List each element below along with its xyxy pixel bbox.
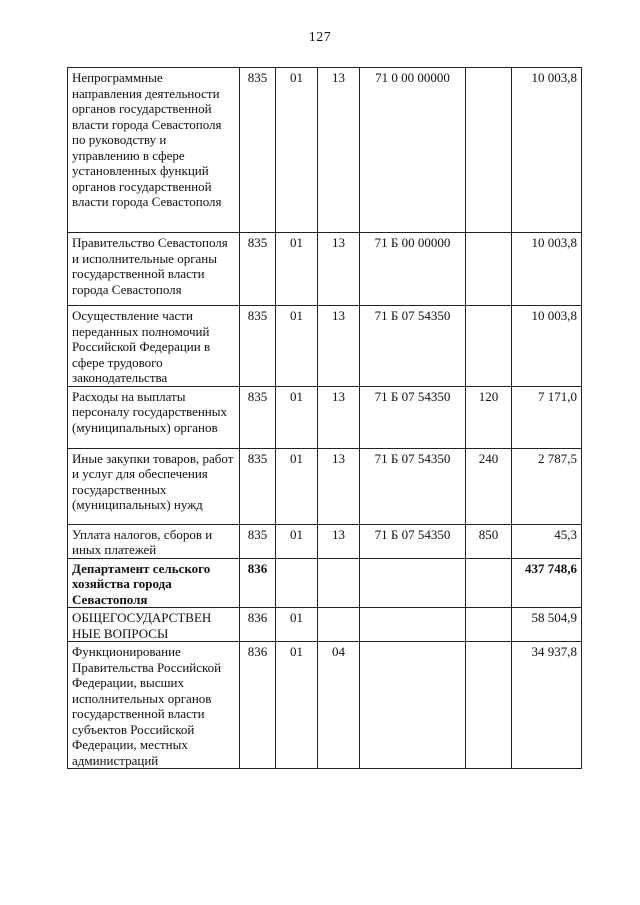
ministry-code: 835 xyxy=(240,448,276,524)
amount: 58 504,9 xyxy=(512,608,582,642)
amount: 10 003,8 xyxy=(512,233,582,306)
ministry-code: 836 xyxy=(240,642,276,769)
ministry-code: 835 xyxy=(240,386,276,448)
target-code: 71 Б 07 54350 xyxy=(360,448,466,524)
subsection-code: 13 xyxy=(318,386,360,448)
section-code xyxy=(276,558,318,608)
amount: 7 171,0 xyxy=(512,386,582,448)
table-row xyxy=(68,608,582,642)
ministry-code: 835 xyxy=(240,233,276,306)
table-row xyxy=(68,448,582,524)
page-number: 127 xyxy=(308,30,332,45)
section-code: 01 xyxy=(276,448,318,524)
amount: 45,3 xyxy=(512,524,582,558)
item-name: ОБЩЕГОСУДАРСТВЕН НЫЕ ВОПРОСЫ xyxy=(68,608,240,642)
item-name: Расходы на выплаты персоналу государственных (муниципальных) органов xyxy=(68,386,240,448)
expense-type-code: 120 xyxy=(466,386,512,448)
table-row xyxy=(68,68,582,233)
subsection-code: 04 xyxy=(318,642,360,769)
amount: 10 003,8 xyxy=(512,306,582,387)
section-code: 01 xyxy=(276,68,318,233)
table-row xyxy=(68,386,582,448)
expense-type-code: 850 xyxy=(466,524,512,558)
item-name: Уплата налогов, сборов и иных платежей xyxy=(68,524,240,558)
table-row xyxy=(68,558,582,608)
expense-type-code xyxy=(466,558,512,608)
table-row xyxy=(68,233,582,306)
target-code xyxy=(360,558,466,608)
subsection-code: 13 xyxy=(318,68,360,233)
ministry-code: 835 xyxy=(240,306,276,387)
section-code: 01 xyxy=(276,233,318,306)
item-name: Функционирование Правительства Российской Федерации, высших исполнительных органов государственной власти субъектов Российской Федерации, местных администраций xyxy=(68,642,240,769)
amount: 2 787,5 xyxy=(512,448,582,524)
table-row xyxy=(68,642,582,769)
subsection-code xyxy=(318,558,360,608)
expense-type-code xyxy=(466,68,512,233)
target-code xyxy=(360,608,466,642)
ministry-code: 835 xyxy=(240,68,276,233)
expense-type-code xyxy=(466,642,512,769)
expense-type-code xyxy=(466,608,512,642)
section-code: 01 xyxy=(276,386,318,448)
amount: 437 748,6 xyxy=(512,558,582,608)
subsection-code: 13 xyxy=(318,524,360,558)
section-code: 01 xyxy=(276,524,318,558)
expense-type-code: 240 xyxy=(466,448,512,524)
table-row xyxy=(68,524,582,558)
ministry-code: 835 xyxy=(240,524,276,558)
target-code: 71 Б 00 00000 xyxy=(360,233,466,306)
item-name: Правительство Севастополя и исполнительные органы государственной власти города Севастополя xyxy=(68,233,240,306)
budget-table xyxy=(67,67,582,769)
ministry-code: 836 xyxy=(240,558,276,608)
target-code: 71 0 00 00000 xyxy=(360,68,466,233)
item-name: Иные закупки товаров, работ и услуг для обеспечения государственных (муниципальных) нужд xyxy=(68,448,240,524)
item-name: Осуществление части переданных полномочий Российской Федерации в сфере трудового законодательства xyxy=(68,306,240,387)
expense-type-code xyxy=(466,233,512,306)
subsection-code: 13 xyxy=(318,233,360,306)
subsection-code: 13 xyxy=(318,306,360,387)
subsection-code: 13 xyxy=(318,448,360,524)
subsection-code xyxy=(318,608,360,642)
table-row xyxy=(68,306,582,387)
ministry-code: 836 xyxy=(240,608,276,642)
target-code: 71 Б 07 54350 xyxy=(360,386,466,448)
item-name: Непрограммные направления деятельности органов государственной власти города Севастополя по руководству и управлению в сфере установленных функций органов государственной власти города Севастополя xyxy=(68,68,240,233)
target-code: 71 Б 07 54350 xyxy=(360,306,466,387)
amount: 34 937,8 xyxy=(512,642,582,769)
section-code: 01 xyxy=(276,306,318,387)
target-code: 71 Б 07 54350 xyxy=(360,524,466,558)
amount: 10 003,8 xyxy=(512,68,582,233)
item-name: Департамент сельского хозяйства города Севастополя xyxy=(68,558,240,608)
target-code xyxy=(360,642,466,769)
expense-type-code xyxy=(466,306,512,387)
section-code: 01 xyxy=(276,608,318,642)
section-code: 01 xyxy=(276,642,318,769)
